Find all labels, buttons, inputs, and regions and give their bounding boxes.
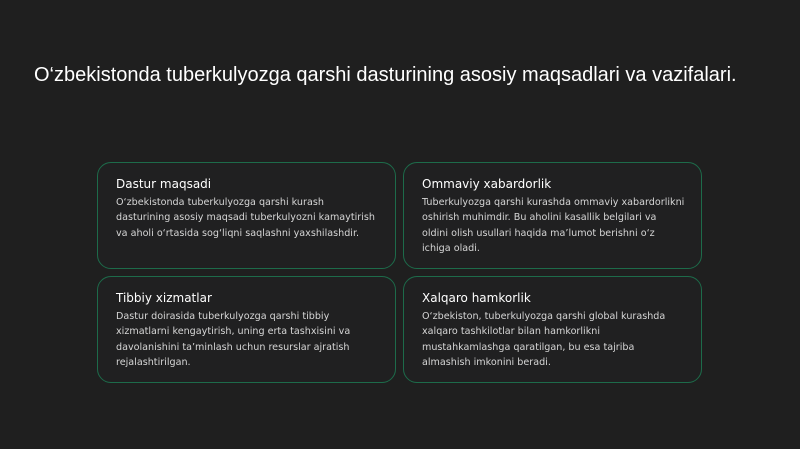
card-tibbiy-xizmatlar (97, 276, 396, 383)
card-ommaviy-xabardorlik (403, 162, 702, 269)
card-title: Tibbiy xizmatlar (116, 291, 212, 305)
card-xalqaro-hamkorlik (403, 276, 702, 383)
slide-title: O‘zbekistonda tuberkulyozga qarshi dasturining asosiy maqsadlari va vazifalari. (34, 64, 737, 86)
card-dastur-maqsadi (97, 162, 396, 269)
card-text: Dastur doirasida tuberkulyozga qarshi tibbiy xizmatlarni kengaytirish, uning erta tashxisini va davolanishini ta’minlash uchun resurslar ajratish rejalashtirilgan. (116, 311, 351, 369)
card-text: O‘zbekistonda tuberkulyozga qarshi kurash dasturining asosiy maqsadi tuberkulyozni kamaytirish va aholi o‘rtasida sog‘liqni saqlashni yaxshilashdir. (116, 197, 375, 239)
card-title: Ommaviy xabardorlik (422, 177, 552, 191)
card-title: Xalqaro hamkorlik (422, 291, 531, 305)
card-text: O‘zbekiston, tuberkulyozga qarshi global kurashda xalqaro tashkilotlar bilan hamkorlikni mustahkamlashga qaratilgan, bu esa tajriba almashish imkonini beradi. (422, 311, 666, 369)
card-text: Tuberkulyozga qarshi kurashda ommaviy xabardorlikni oshirish muhimdir. Bu aholini kasallik belgilari va oldini olish usullari haqida ma’lumot berishni o‘z ichiga oladi. (422, 197, 685, 255)
card-title: Dastur maqsadi (116, 177, 212, 191)
